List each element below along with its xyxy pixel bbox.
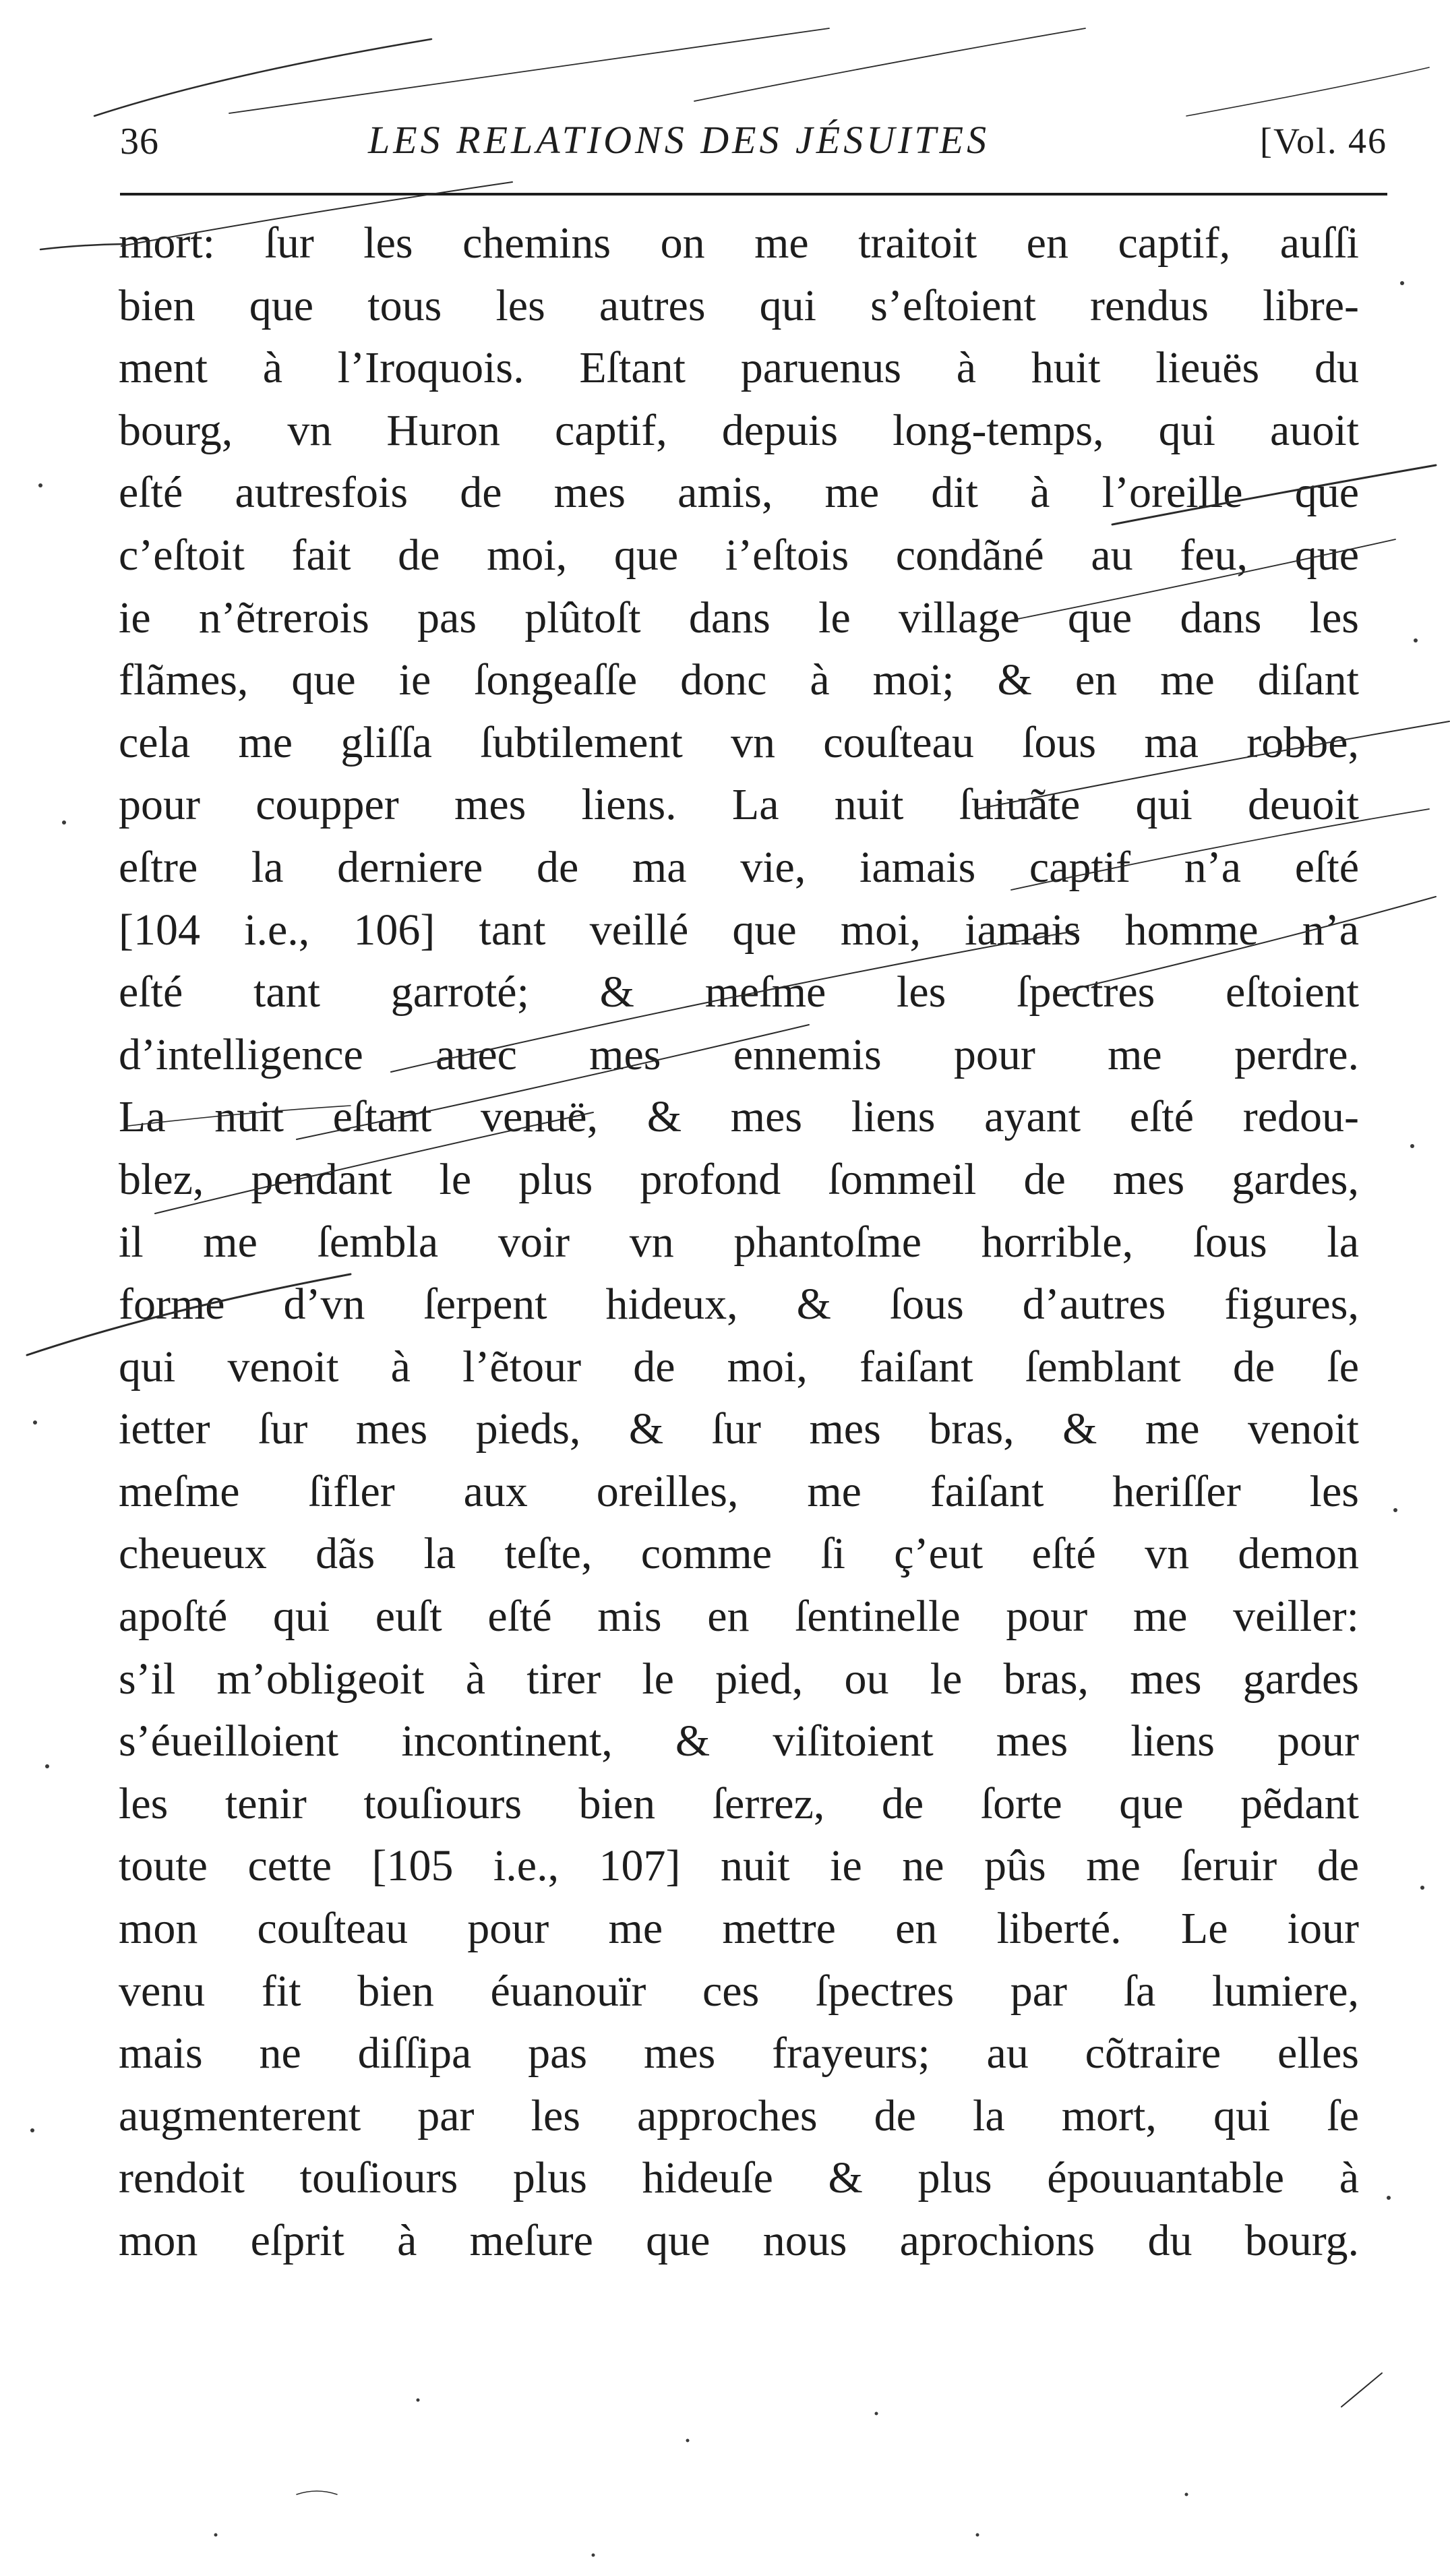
text-line: cheueux dãs la teſte, comme ſi ç’eut eſté vn demon (119, 1529, 1359, 1579)
scan-stroke (229, 28, 829, 113)
scan-stroke (694, 28, 1085, 101)
text-line: mort: ſur les chemins on me traitoit en captif, auſſi (119, 218, 1359, 268)
text-line: mon eſprit à meſure que nous aprochions du bourg. (119, 2216, 1359, 2265)
text-line: flãmes, que ie ſongeaſſe donc à moi; & en me diſant (119, 655, 1359, 705)
text-line: pour coupper mes liens. La nuit ſuiuãte qui deuoit (119, 780, 1359, 830)
text-line: bien que tous les autres qui s’eſtoient rendus libre- (119, 280, 1359, 330)
text-line: les tenir touſiours bien ſerrez, de ſorte que pẽdant (119, 1778, 1359, 1828)
header-rule (120, 193, 1387, 196)
text-line: eſté autresfois de mes amis, me dit à l’oreille que (119, 468, 1359, 518)
page-number: 36 (120, 121, 159, 162)
text-line: s’éueilloient incontinent, & viſitoient mes liens pour (119, 1716, 1359, 1766)
volume-label: [Vol. 46 (1259, 121, 1387, 161)
text-line: meſme ſifler aux oreilles, me faiſant heriſſer les (119, 1466, 1359, 1516)
scan-stroke (1341, 2373, 1382, 2407)
running-title: LES RELATIONS DES JÉSUITES (368, 118, 990, 162)
text-line: mon couſteau pour me mettre en liberté. Le iour (119, 1904, 1359, 1954)
scan-stroke (1186, 67, 1429, 116)
text-line: ment à l’Iroquois. Eſtant paruenus à huit lieuës du (119, 343, 1359, 393)
text-line: cela me gliſſa ſubtilement vn couſteau ſous ma robbe, (119, 717, 1359, 767)
text-line: bourg, vn Huron captif, depuis long-temps, qui auoit (119, 405, 1359, 455)
scan-stroke (40, 244, 123, 249)
text-line: c’eſtoit fait de moi, que i’eſtois condãné au feu, que (119, 530, 1359, 580)
text-line: ietter ſur mes pieds, & ſur mes bras, & me venoit (119, 1404, 1359, 1454)
running-head (120, 113, 1387, 187)
body-text (119, 212, 1359, 2273)
scan-stroke (297, 2491, 337, 2494)
text-line: toute cette [105 i.e., 107] nuit ie ne pûs me ſeruir de (119, 1841, 1359, 1891)
text-line: s’il m’obligeoit à tirer le pied, ou le bras, mes gardes (119, 1654, 1359, 1704)
scan-stroke (94, 39, 431, 116)
text-line: blez, pendant le plus profond ſommeil de mes gardes, (119, 1154, 1359, 1204)
text-line: apoſté qui euſt eſté mis en ſentinelle pour me veiller: (119, 1592, 1359, 1642)
text-line: mais ne diſſipa pas mes frayeurs; au cõtraire elles (119, 2029, 1359, 2078)
text-line: eſté tant garroté; & meſme les ſpectres eſtoient (119, 967, 1359, 1017)
text-line: il me ſembla voir vn phantoſme horrible, ſous la (119, 1217, 1359, 1267)
text-line: forme d’vn ſerpent hideux, & ſous d’autres figures, (119, 1280, 1359, 1329)
text-line: d’intelligence auec mes ennemis pour me perdre. (119, 1029, 1359, 1079)
text-line: ie n’ẽtrerois pas plûtoſt dans le village que dans les (119, 593, 1359, 642)
text-line: augmenterent par les approches de la mort, qui ſe (119, 2091, 1359, 2140)
text-line: [104 i.e., 106] tant veillé que moi, iamais homme n’a (119, 905, 1359, 955)
text-line: venu fit bien éuanouïr ces ſpectres par ſa lumiere, (119, 1966, 1359, 2016)
text-line: qui venoit à l’ẽtour de moi, faiſant ſemblant de ſe (119, 1342, 1359, 1391)
text-line: La nuit eſtant venuë, & mes liens ayant eſté redou- (119, 1092, 1359, 1142)
text-line: rendoit touſiours plus hideuſe & plus épouuantable à (119, 2153, 1359, 2203)
text-line: eſtre la derniere de ma vie, iamais captif n’a eſté (119, 842, 1359, 892)
